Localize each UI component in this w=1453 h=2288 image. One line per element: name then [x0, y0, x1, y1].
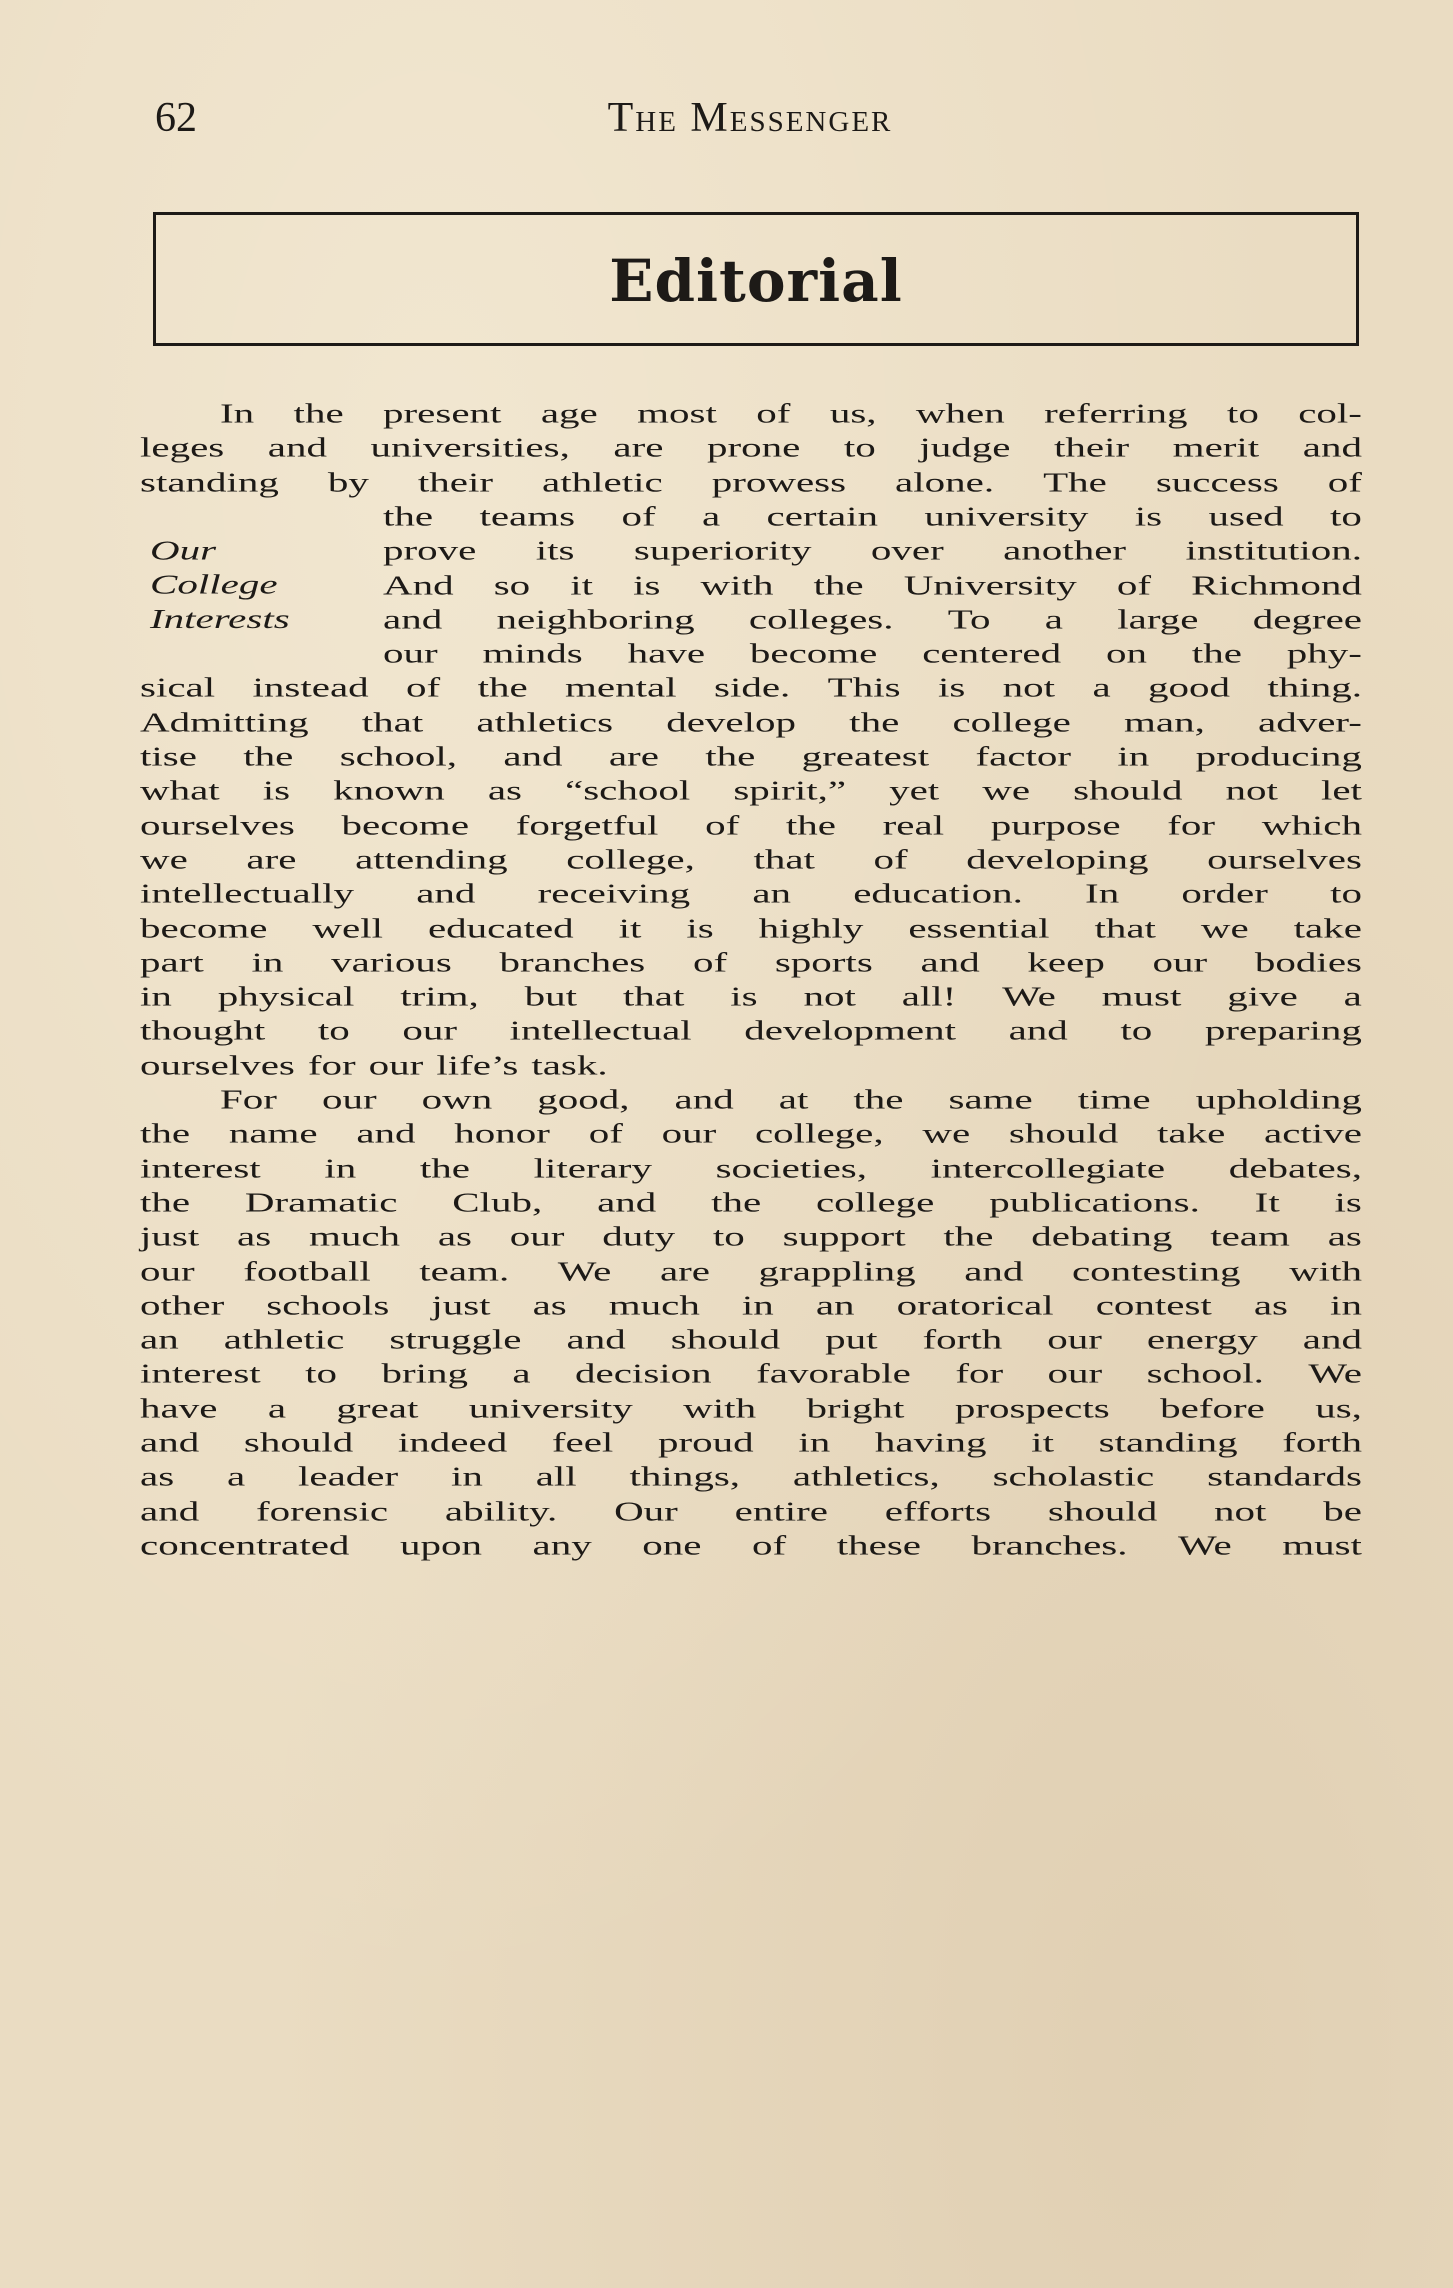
running-head: [155, 88, 1345, 148]
text-line: the teams of a certain university is used to: [383, 500, 1362, 532]
text-line: the name and honor of our college, we should take active: [140, 1117, 1362, 1149]
text-line: interest in the literary societies, intercollegiate debates,: [140, 1151, 1362, 1184]
journal-title: The Messenger: [607, 95, 893, 141]
text-line: ourselves for our life’s task.: [140, 1049, 608, 1081]
text-line: Admitting that athletics develop the college man, adver-: [140, 706, 1362, 738]
text-line: as a leader in all things, athletics, scholastic standards: [140, 1460, 1362, 1492]
text-line: standing by their athletic prowess alone. The success of: [140, 465, 1362, 498]
text-line: the Dramatic Club, and the college publications. It is: [140, 1186, 1362, 1218]
text-line: and should indeed feel proud in having it standing forth: [140, 1426, 1362, 1458]
text-line: we are attending college, that of developing ourselves: [140, 843, 1362, 875]
text-line: what is known as “school spirit,” yet we should not let: [140, 774, 1362, 806]
text-line: In the present age most of us, when referring to col-: [220, 397, 1362, 429]
text-line: prove its superiority over another institution.: [383, 534, 1362, 566]
text-line: our minds have become centered on the phy-: [383, 637, 1362, 669]
text-line: become well educated it is highly essential that we take: [140, 911, 1362, 944]
text-line: For our own good, and at the same time upholding: [220, 1083, 1362, 1115]
text-line: and forensic ability. Our entire efforts should not be: [140, 1494, 1362, 1527]
text-line: our football team. We are grappling and contesting with: [140, 1254, 1362, 1287]
text-line: ourselves become forgetful of the real purpose for which: [140, 808, 1362, 841]
text-line: sical instead of the mental side. This is not a good thing.: [140, 671, 1362, 704]
text-line: have a great university with bright prospects before us,: [140, 1392, 1362, 1424]
sidenote-line: Our: [150, 534, 217, 566]
text-line: other schools just as much in an oratorical contest as in: [140, 1289, 1362, 1321]
text-line: in physical trim, but that is not all! We must give a: [140, 980, 1362, 1012]
section-title: Editorial: [609, 247, 903, 315]
text-line: And so it is with the University of Richmond: [383, 568, 1362, 601]
text-line: part in various branches of sports and keep our bodies: [140, 946, 1362, 978]
text-line: tise the school, and are the greatest factor in producing: [140, 740, 1362, 772]
article-body: [140, 396, 1362, 1582]
page-number: 62: [155, 95, 197, 141]
section-heading-box: [153, 212, 1359, 346]
sidenote-line: Interests: [150, 603, 290, 635]
text-line: concentrated upon any one of these branches. We must: [140, 1529, 1362, 1561]
text-line: interest to bring a decision favorable for our school. We: [140, 1357, 1362, 1390]
text-line: thought to our intellectual development and to preparing: [140, 1014, 1362, 1047]
sidenote-line: College: [150, 568, 278, 601]
text-line: just as much as our duty to support the debating team as: [140, 1220, 1362, 1252]
text-line: and neighboring colleges. To a large degree: [383, 603, 1362, 635]
text-line: intellectually and receiving an education. In order to: [140, 877, 1362, 909]
text-line: leges and universities, are prone to judge their merit and: [140, 431, 1362, 463]
text-line: an athletic struggle and should put forth our energy and: [140, 1323, 1362, 1355]
